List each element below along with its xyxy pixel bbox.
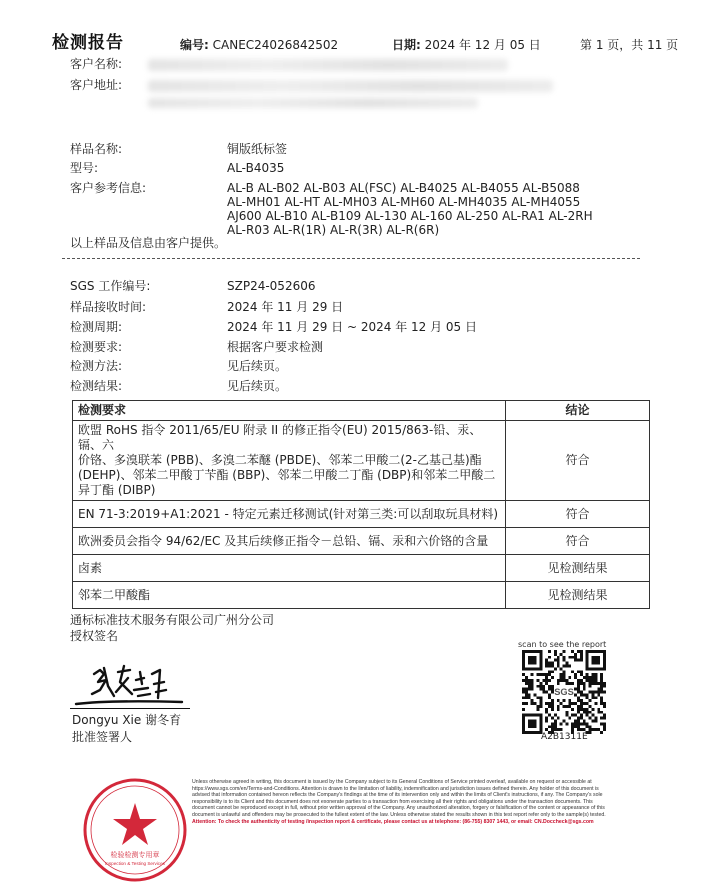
client-ref-line: AL-R03 AL-R(1R) AL-R(3R) AL-R(6R)	[227, 223, 440, 237]
test-request-value: 根据客户要求检测	[227, 340, 324, 354]
requirement-line: (DEHP)、邻苯二甲酸丁苄酯 (BBP)、邻苯二甲酸二丁酯 (DBP)和邻苯二甲酸二	[78, 468, 496, 482]
client-ref-line: AL-B AL-B02 AL-B03 AL(FSC) AL-B4025 AL-B4055 AL-B5088	[227, 181, 580, 195]
report-number-label: 编号:	[180, 38, 209, 52]
table-row	[73, 501, 650, 528]
client-address-label: 客户地址:	[70, 78, 123, 92]
period-label: 检测周期:	[70, 320, 123, 334]
conclusion-cell: 符合	[506, 528, 650, 555]
authorized-signature-label: 授权签名	[70, 629, 119, 643]
requirement-cell: 欧洲委员会指令 94/62/EC 及其后续修正指令－总铅、镉、汞和六价铬的含量	[73, 528, 506, 555]
page-indicator: 第 1 页，共 11 页	[580, 38, 679, 52]
report-header	[0, 0, 721, 58]
sample-name-value: 铜版纸标签	[227, 142, 288, 156]
terms-body: Unless otherwise agreed in writing, this document is issued by the Company subject to its General Conditions of Service printed overleaf, available on request or accessible at https://www.sgs.com/en/Terms-and-Conditions. Attention is drawn to the limitation of liability, indemnification and jurisdiction issues defined therein. Any holder of this document is advised that information contained hereon reflects the Company's findings at the time of its intervention only and within the limits of Client's instructions, if any. The Company's sole responsibility is to its Client and this document does not exonerate parties to a transaction from exercising all their rights and obligations under the transaction documents. This document cannot be reproduced except in full, without prior written approval of the Company. Any unauthorized alteration, forgery or falsification of the content or appearance of this document is unlawful and offenders may be prosecuted to the fullest extent of the law. Unless otherwise stated the results shown in this test report refer only to the sample(s) tested.	[192, 779, 606, 818]
conclusion-cell: 符合	[506, 501, 650, 528]
requirement-cell: EN 71-3:2019+A1:2021 - 特定元素迁移测试(针对第三类:可以刮取玩具材料)	[73, 501, 506, 528]
model-value: AL-B4035	[227, 161, 285, 175]
test-method-label: 检测方法:	[70, 359, 123, 373]
conclusion-cell: 见检测结果	[506, 555, 650, 582]
conclusion-cell: 见检测结果	[506, 582, 650, 609]
handwritten-signature	[70, 660, 190, 708]
report-date-value: 2024 年 12 月 05 日	[424, 38, 541, 52]
requirement-line: 价铬、多溴联苯 (PBB)、多溴二苯醚 (PBDE)、邻苯二甲酸二(2-乙基己基)酯	[78, 453, 482, 467]
signer-block	[72, 712, 181, 746]
signer-name: Dongyu Xie 谢冬育	[72, 713, 182, 727]
requirement-cell	[73, 421, 506, 501]
qr-code-icon[interactable]	[522, 650, 606, 734]
model-label: 型号:	[70, 161, 99, 175]
sample-note: 以上样品及信息由客户提供。	[70, 236, 227, 250]
received-value: 2024 年 11 月 29 日	[227, 300, 344, 314]
sgs-job-label: SGS 工作编号:	[70, 279, 151, 293]
issuing-company: 通标标准技术服务有限公司广州分公司	[70, 613, 275, 627]
received-label: 样品接收时间:	[70, 300, 147, 314]
table-row	[73, 528, 650, 555]
conclusion-cell: 符合	[506, 421, 650, 501]
client-name-label: 客户名称:	[70, 57, 123, 71]
seal-subtext: Inspection & Testing Services	[105, 861, 165, 866]
signer-role: 批准签署人	[72, 730, 133, 744]
report-number-value: CANEC24026842502	[212, 38, 339, 52]
sgs-job-value: SZP24-052606	[227, 279, 316, 293]
redacted-client-address-line2	[148, 98, 478, 108]
issuing-company-block	[70, 612, 274, 644]
redacted-client-name	[148, 59, 508, 71]
table-header-row	[73, 401, 650, 421]
col-header-requirement: 检测要求	[73, 401, 506, 421]
qr-caption: scan to see the report	[518, 640, 607, 649]
requirement-cell: 邻苯二甲酸酯	[73, 582, 506, 609]
seal-text: 检验检测专用章	[110, 851, 160, 859]
qr-code-id: A2B1311E	[541, 732, 588, 742]
report-title: 检测报告	[52, 33, 124, 53]
client-ref-line: AJ600 AL-B10 AL-B109 AL-130 AL-160 AL-250 AL-RA1 AL-2RH	[227, 209, 593, 223]
redacted-client-address	[148, 80, 553, 92]
test-result-label: 检测结果:	[70, 379, 123, 393]
table-row	[73, 555, 650, 582]
test-method-value: 见后续页。	[227, 359, 288, 373]
report-number	[180, 36, 338, 53]
test-result-value: 见后续页。	[227, 379, 288, 393]
svg-text:SGS: SGS	[554, 687, 574, 698]
table-row	[73, 421, 650, 501]
terms-footer	[192, 779, 612, 825]
requirement-line: 欧盟 RoHS 指令 2011/65/EU 附录 II 的修正指令(EU) 2015/863-铅、汞、镉、六	[78, 423, 482, 452]
requirement-cell: 卤素	[73, 555, 506, 582]
test-request-label: 检测要求:	[70, 340, 123, 354]
table-row	[73, 582, 650, 609]
col-header-conclusion: 结论	[506, 401, 650, 421]
section-divider	[62, 258, 640, 259]
report-date-label: 日期:	[392, 38, 421, 52]
sample-name-label: 样品名称:	[70, 142, 123, 156]
requirement-line: 异丁酯 (DIBP)	[78, 483, 156, 497]
client-ref-label: 客户参考信息:	[70, 181, 147, 195]
client-ref-line: AL-MH01 AL-HT AL-MH03 AL-MH60 AL-MH4035 AL-MH4055	[227, 195, 581, 209]
signature-line	[70, 708, 190, 709]
report-date	[392, 36, 541, 53]
results-table	[72, 400, 650, 609]
authenticity-notice: Attention: To check the authenticity of testing /inspection report & certificate, please contact us at telephone: (86-755) 8307 1443, or email: CN.Doccheck@sgs.com	[192, 818, 594, 825]
official-seal	[80, 775, 190, 885]
period-value: 2024 年 11 月 29 日 ~ 2024 年 12 月 05 日	[227, 320, 477, 334]
